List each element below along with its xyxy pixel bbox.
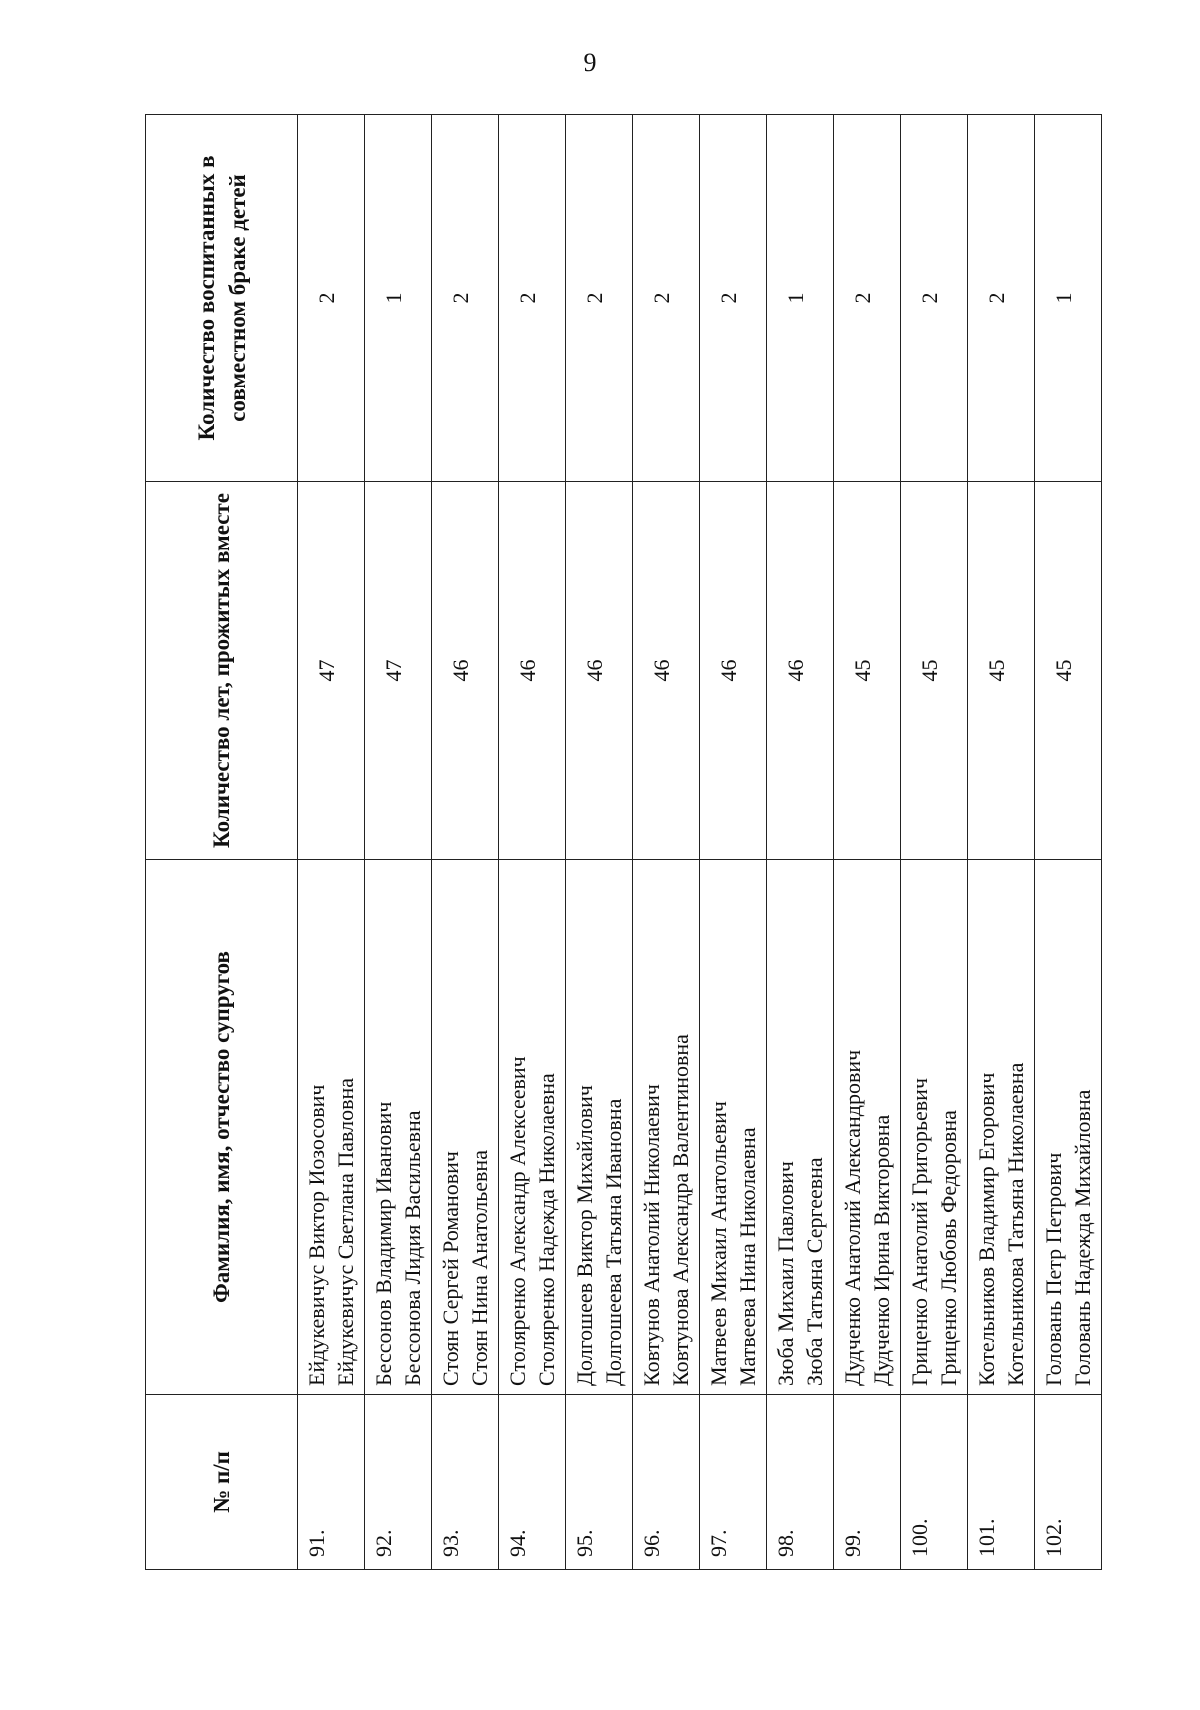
wife-name: Дудченко Ирина Викторовна [869, 1114, 894, 1386]
row-number: 91. [298, 1395, 365, 1570]
row-number: 92. [365, 1395, 432, 1570]
wife-name: Долгошеева Татьяна Ивановна [601, 1098, 626, 1386]
years-together: 46 [566, 482, 633, 860]
row-number: 95. [566, 1395, 633, 1570]
wife-name: Бессонова Лидия Васильевна [400, 1110, 425, 1386]
years-together: 46 [700, 482, 767, 860]
husband-name: Котельников Владимир Егорович [974, 1072, 999, 1386]
spouses-table [145, 114, 1102, 1570]
spouse-names [834, 860, 901, 1395]
spouse-names [968, 860, 1035, 1395]
husband-name: Дудченко Анатолий Александрович [840, 1049, 865, 1386]
years-together: 46 [767, 482, 834, 860]
spouse-names [633, 860, 700, 1395]
wife-name: Зюба Татьяна Сергеевна [802, 1157, 827, 1386]
spouse-names [767, 860, 834, 1395]
years-together: 45 [1035, 482, 1102, 860]
table-row [901, 115, 968, 1570]
husband-name: Гриценко Анатолий Григорьевич [907, 1077, 932, 1386]
row-number: 94. [499, 1395, 566, 1570]
years-together: 47 [298, 482, 365, 860]
children-count: 2 [968, 115, 1035, 482]
years-together: 46 [432, 482, 499, 860]
children-count: 2 [432, 115, 499, 482]
header-num: № п/п [146, 1395, 298, 1570]
table-row [633, 115, 700, 1570]
spouse-names [1035, 860, 1102, 1395]
header-kids: Количество воспитанных в совместном браке детей [146, 115, 298, 482]
children-count: 2 [633, 115, 700, 482]
years-together: 45 [834, 482, 901, 860]
years-together: 45 [968, 482, 1035, 860]
table-row [432, 115, 499, 1570]
children-count: 2 [499, 115, 566, 482]
table-container [145, 115, 1095, 1570]
children-count: 2 [834, 115, 901, 482]
years-together: 45 [901, 482, 968, 860]
children-count: 2 [700, 115, 767, 482]
spouse-names [566, 860, 633, 1395]
table-header-row [146, 115, 298, 1570]
table-row [499, 115, 566, 1570]
wife-name: Котельникова Татьяна Николаевна [1003, 1062, 1028, 1386]
spouse-names [298, 860, 365, 1395]
spouse-names [499, 860, 566, 1395]
table-row [1035, 115, 1102, 1570]
wife-name: Стоян Нина Анатольевна [467, 1150, 492, 1386]
header-names: Фамилия, имя, отчество супругов [146, 860, 298, 1395]
rotated-table-wrap [145, 115, 1095, 1570]
spouse-names [700, 860, 767, 1395]
children-count: 1 [1035, 115, 1102, 482]
husband-name: Бессонов Владимир Иванович [371, 1101, 396, 1386]
row-number: 99. [834, 1395, 901, 1570]
table-row [700, 115, 767, 1570]
row-number: 102. [1035, 1395, 1102, 1570]
header-years: Количество лет, прожитых вместе [146, 482, 298, 860]
wife-name: Ейдукевичус Светлана Павловна [333, 1078, 358, 1386]
table-row [968, 115, 1035, 1570]
table-body [298, 115, 1102, 1570]
husband-name: Столяренко Александр Алексеевич [505, 1056, 530, 1386]
children-count: 2 [566, 115, 633, 482]
husband-name: Ейдукевичус Виктор Иозосович [304, 1084, 329, 1386]
row-number: 98. [767, 1395, 834, 1570]
husband-name: Ковтунов Анатолий Николаевич [639, 1084, 664, 1386]
table-row [365, 115, 432, 1570]
children-count: 2 [901, 115, 968, 482]
years-together: 47 [365, 482, 432, 860]
table-row [834, 115, 901, 1570]
row-number: 93. [432, 1395, 499, 1570]
table-row [566, 115, 633, 1570]
table-row [298, 115, 365, 1570]
row-number: 100. [901, 1395, 968, 1570]
wife-name: Ковтунова Александра Валентиновна [668, 1034, 693, 1386]
row-number: 101. [968, 1395, 1035, 1570]
years-together: 46 [633, 482, 700, 860]
husband-name: Головань Петр Петрович [1041, 1152, 1066, 1386]
wife-name: Головань Надежда Михайловна [1070, 1089, 1095, 1386]
years-together: 46 [499, 482, 566, 860]
children-count: 2 [298, 115, 365, 482]
spouse-names [365, 860, 432, 1395]
spouse-names [432, 860, 499, 1395]
wife-name: Гриценко Любовь Федоровна [936, 1110, 961, 1386]
husband-name: Матвеев Михаил Анатольевич [706, 1100, 731, 1386]
husband-name: Долгошеев Виктор Михайлович [572, 1085, 597, 1386]
row-number: 97. [700, 1395, 767, 1570]
wife-name: Столяренко Надежда Николаевна [534, 1073, 559, 1386]
page-number: 9 [583, 48, 597, 77]
row-number: 96. [633, 1395, 700, 1570]
wife-name: Матвеева Нина Николаевна [735, 1127, 760, 1386]
husband-name: Стоян Сергей Романович [438, 1151, 463, 1386]
children-count: 1 [767, 115, 834, 482]
husband-name: Зюба Михаил Павлович [773, 1161, 798, 1386]
children-count: 1 [365, 115, 432, 482]
spouse-names [901, 860, 968, 1395]
table-row [767, 115, 834, 1570]
